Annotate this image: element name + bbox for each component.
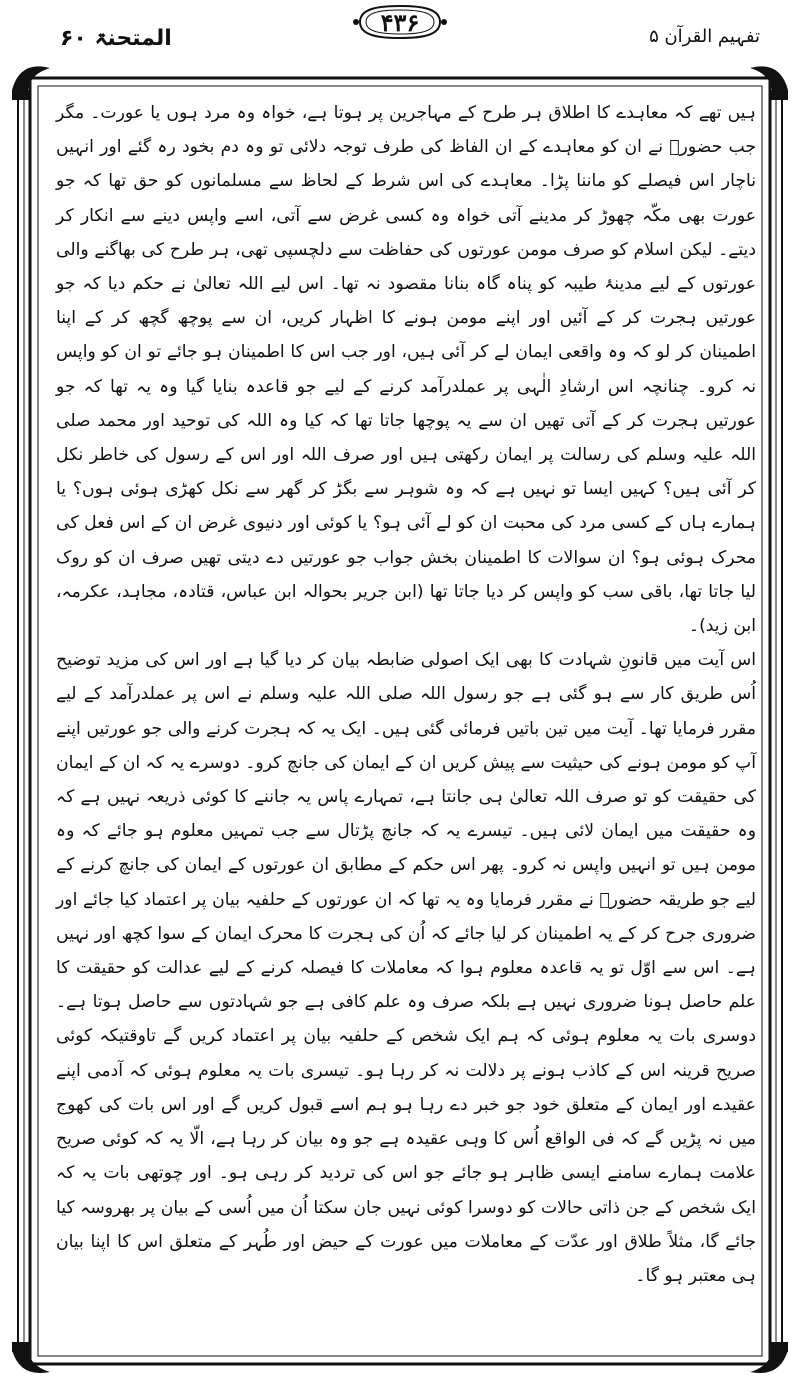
surah-label: المتحنۃ ۶۰ bbox=[60, 26, 172, 51]
paragraph-2: اس آیت میں قانونِ شہادت کا بھی ایک اصولی ضابطہ بیان کر دیا گیا ہے اور اس کی مزید توضیح اُس طریق کار سے ہو گئی ہے جو رسول اللہ صلی اللہ علیہ وسلم نے اس پر عملدرآمد کے لیے مقرر فرمایا تھا۔ آیت میں تین باتیں فرمائی گئی ہیں۔ ایک یہ کہ ہجرت کرنے والی جو عورتیں اپنے آپ کو مومن ہونے کی حیثیت سے پیش کریں ان کے ایمان کی جانچ کرو۔ دوسرے یہ کہ ان کے ایمان کی حقیقت کو تو صرف اللہ تعالیٰ ہی جانتا ہے، تمہارے پاس یہ جاننے کا کوئی ذریعہ نہیں ہے کہ وہ حقیقت میں ایمان لائی ہیں۔ تیسرے یہ کہ جانچ پڑتال سے جب تمہیں معلوم ہو جائے کہ وہ مومن ہیں تو انہیں واپس نہ کرو۔ پھر اس حکم کے مطابق ان عورتوں کے ایمان کی جانچ کرنے کے لیے جو طریقہ حضورؐ نے مقرر فرمایا وہ یہ تھا کہ ان عورتوں کے حلفیہ بیان پر اعتماد کیا جائے اور ضروری جرح کر کے یہ اطمینان کر لیا جائے کہ اُن کی ہجرت کا محرک ایمان کے سوا کچھ اور نہیں ہے۔ اس سے اوّل تو یہ قاعدہ معلوم ہوا کہ معاملات کا فیصلہ کرنے کے لیے عدالت کو حقیقت کا علم حاصل ہونا ضروری نہیں ہے بلکہ صرف وہ علم کافی ہے جو شہادتوں سے حاصل ہوتا ہے۔ دوسری بات یہ معلوم ہوئی کہ ہم ایک شخص کے حلفیہ بیان پر اعتماد کریں گے تاوقتیکہ کوئی صریح قرینہ اس کے کاذب ہونے پر دلالت نہ کر رہا ہو۔ تیسری بات یہ معلوم ہوئی کہ آدمی اپنے عقیدے اور ایمان کے متعلق خود جو خبر دے رہا ہو ہم اسے قبول کریں گے اور اس بات کی کھوج میں نہ پڑیں گے کہ فی الواقع اُس کا وہی عقیدہ ہے جو وہ بیان کر رہا ہے، الّا یہ کہ کوئی صریح علامت ہمارے سامنے ایسی ظاہر ہو جائے جو اس کی تردید کر رہی ہو۔ اور چوتھی بات یہ کہ ایک شخص کے جن ذاتی حالات کو دوسرا کوئی نہیں جان سکتا اُن میں اُسی کے بیان پر بھروسہ کیا جائے گا، مثلاً طلاق اور عدّت کے معاملات میں عورت کے حیض اور طُہر کے متعلق اس کا اپنا بیان ہی معتبر ہو گا۔ bbox=[56, 650, 756, 1286]
page-number: ۴۳۶ bbox=[380, 8, 420, 37]
page-number-ornament bbox=[350, 2, 450, 42]
book-title: تفہیم القرآن ۵ bbox=[649, 26, 760, 47]
paragraph-1: ہیں تھے کہ معاہدے کا اطلاق ہر طرح کے مہاجرین پر ہوتا ہے، خواہ وہ مرد ہوں یا عورت۔ مگر جب حضورؐ نے ان کو معاہدے کے ان الفاظ کی طرف توجہ دلائی تو وہ دم بخود رہ گئے اور انہیں ناچار اس فیصلے کو ماننا پڑا۔ معاہدے کی اس شرط کے لحاظ سے مسلمانوں کو حق تھا کہ جو عورت بھی مکّہ چھوڑ کر مدینے آتی خواہ وہ کسی غرض سے آتی، اسے واپس دینے سے انکار کر دیتے۔ لیکن اسلام کو صرف مومن عورتوں کی حفاظت سے دلچسپی تھی، ہر طرح کی بھاگنے والی عورتوں کے لیے مدینۂ طیبہ کو پناہ گاہ بنانا مقصود نہ تھا۔ اس لیے اللہ تعالیٰ نے حکم دیا کہ جو عورتیں ہجرت کر کے آئیں اور اپنے مومن ہونے کا اظہار کریں، ان سے پوچھ گچھ کر کے اپنا اطمینان کر لو کہ وہ واقعی ایمان لے کر آئی ہیں، اور جب اس کا اطمینان ہو جائے تو ان کو واپس نہ کرو۔ چنانچہ اس ارشادِ الٰہی پر عملدرآمد کرنے کے لیے جو قاعدہ بنایا گیا وہ یہ تھا کہ جو عورتیں ہجرت کر کے آتی تھیں ان سے یہ پوچھا جاتا تھا کہ کیا وہ اللہ کی توحید اور محمد صلی اللہ علیہ وسلم کی رسالت پر ایمان رکھتی ہیں اور صرف اللہ اور اس کے رسول کی خاطر نکل کر آئی ہیں؟ کہیں ایسا تو نہیں ہے کہ وہ شوہر سے بگڑ کر گھر سے نکل کھڑی ہوئی ہوں؟ یا ہمارے ہاں کے کسی مرد کی محبت ان کو لے آئی ہو؟ یا کوئی اور دنیوی غرض ان کے اس فعل کی محرک ہوئی ہو؟ ان سوالات کا اطمینان بخش جواب جو عورتیں دے دیتی تھیں صرف ان کو روک لیا جاتا تھا، باقی سب کو واپس کر دیا جاتا تھا (ابن جریر بحوالہ ابن عباس، قتادہ، مجاہد، عکرمہ، ابن زید)۔ bbox=[56, 103, 756, 637]
page-header bbox=[0, 0, 800, 60]
tafsir-text-body bbox=[56, 96, 756, 1368]
page-frame bbox=[10, 60, 790, 1380]
